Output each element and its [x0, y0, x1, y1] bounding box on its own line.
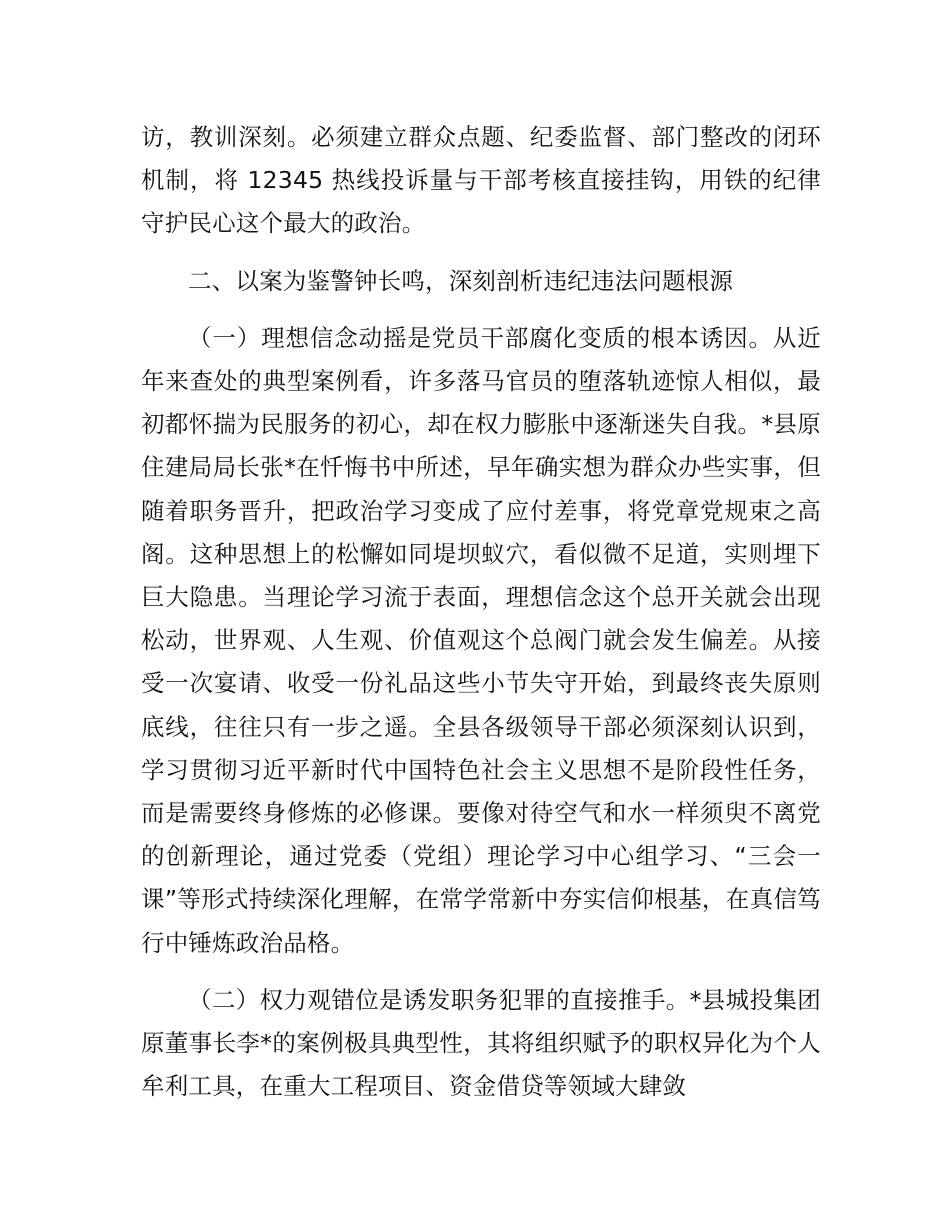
document-body — [141, 116, 821, 1122]
paragraph-ideals: （一）理想信念动摇是党员干部腐化变质的根本诱因。从近年来查处的典型案例看，许多落马官员的堕落轨迹惊人相似，最初都怀揣为民服务的初心，却在权力膨胀中逐渐迷失自我。*县原住建局局长张*在忏悔书中所述，早年确实想为群众办些实事，但随着职务晋升，把政治学习变成了应付差事，将党章党规束之高阁。这种思想上的松懈如同堤坝蚁穴，看似微不足道，实则埋下巨大隐患。当理论学习流于表面，理想信念这个总开关就会出现松动，世界观、人生观、价值观这个总阀门就会发生偏差。从接受一次宴请、收受一份礼品这些小节失守开始，到最终丧失原则底线，往往只有一步之遥。全县各级领导干部必须深刻认识到，学习贯彻习近平新时代中国特色社会主义思想不是阶段性任务，而是需要终身修炼的必修课。要像对待空气和水一样须臾不离党的创新理论，通过党委（党组）理论学习中心组学习、“三会一课”等形式持续深化理解，在常学常新中夯实信仰根基，在真信笃行中锤炼政治品格。 — [141, 323, 821, 957]
paragraph-power: （二）权力观错位是诱发职务犯罪的直接推手。*县城投集团原董事长李*的案例极具典型性，其将组织赋予的职权异化为个人牟利工具，在重大工程项目、资金借贷等领域大肆敛 — [141, 985, 821, 1101]
section-heading: 二、以案为鉴警钟长鸣，深刻剖析违纪违法问题根源 — [188, 266, 734, 295]
paragraph-continued: 访，教训深刻。必须建立群众点题、纪委监督、部门整改的闭环机制，将 12345 热线投诉量与干部考核直接挂钩，用铁的纪律守护民心这个最大的政治。 — [141, 123, 821, 238]
